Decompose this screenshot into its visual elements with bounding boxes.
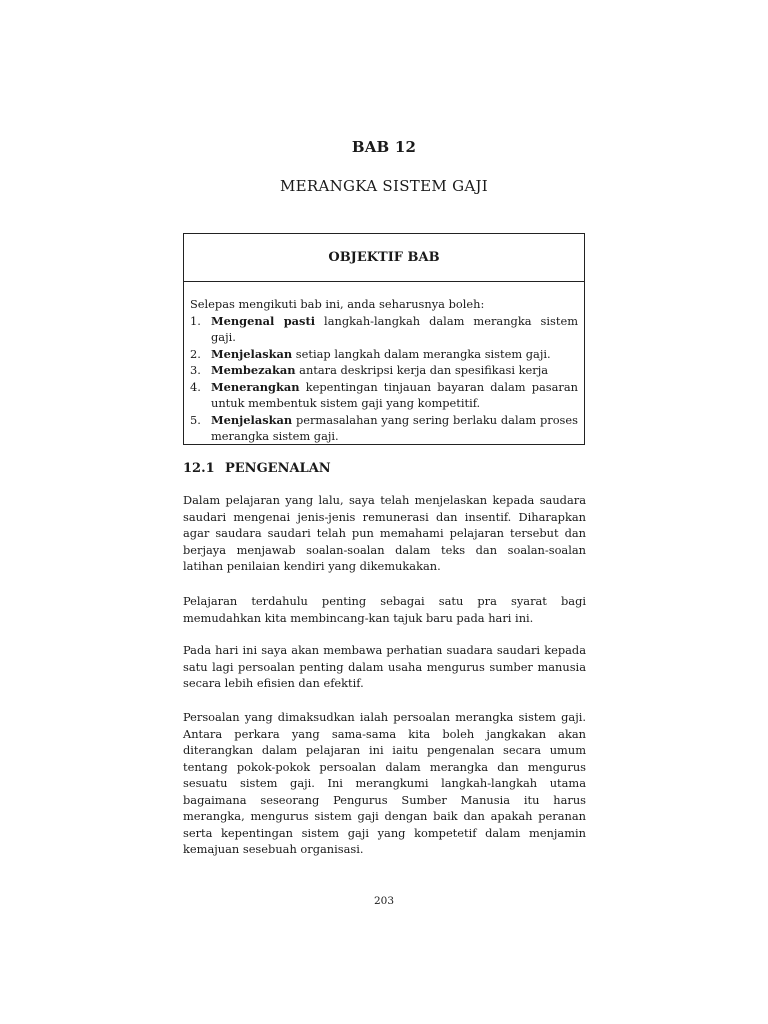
objective-verb: Membezakan bbox=[211, 363, 296, 377]
objective-description: langkah-langkah dalam merangka sistem gaji. bbox=[211, 313, 578, 344]
objective-description: antara deskripsi kerja dan spesifikasi kerja bbox=[295, 363, 549, 377]
section-heading bbox=[183, 461, 331, 476]
objective-description: kepentingan tinjauan bayaran dalam pasaran untuk membentuk sistem gaji yang kompetitif. bbox=[211, 379, 578, 410]
objective-text bbox=[211, 346, 578, 363]
objective-item bbox=[190, 412, 578, 445]
objectives-intro: Selepas mengikuti bab ini, anda seharusnya boleh: bbox=[190, 297, 485, 311]
body-paragraph: Persoalan yang dimaksudkan ialah persoalan merangka sistem gaji. Antara perkara yang sama-sama kita boleh jangkakan akan diterangkan dalam pelajaran ini iaitu pengenalan secara umum tentang pokok-pokok persoalan dalam merangka dan mengurus sesuatu sistem gaji. Ini merangkumi langkah-langkah utama bagaimana seseorang Pengurus Sumber Manusia itu harus merangka, mengurus sistem gaji dengan baik dan apakah peranan serta kepentingan sistem gaji yang kompetetif dalam menjamin kemajuan sesebuah organisasi. bbox=[183, 710, 586, 856]
body-paragraph: Pada hari ini saya akan membawa perhatian suadara saudari kepada satu lagi persoalan penting dalam usaha mengurus sumber manusia secara lebih efisien dan efektif. bbox=[183, 643, 586, 690]
body-paragraph: Pelajaran terdahulu penting sebagai satu pra syarat bagi memudahkan kita membincang-kan tajuk baru pada hari ini. bbox=[183, 594, 586, 625]
objective-text bbox=[211, 379, 578, 412]
body-paragraph: Dalam pelajaran yang lalu, saya telah menjelaskan kepada saudara saudari mengenai jenis-jenis remunerasi dan insentif. Diharapkan agar saudara saudari telah pun memahami pelajaran tersebut dan berjaya menjawab soalan-soalan dalam teks dan soalan-soalan latihan penilaian kendiri yang dikemukakan. bbox=[183, 493, 586, 573]
objective-verb: Menerangkan bbox=[211, 379, 300, 394]
chapter-number: BAB 12 bbox=[351, 138, 417, 156]
page-number: 203 bbox=[373, 895, 395, 907]
objective-number: 3. bbox=[190, 363, 201, 377]
objective-verb: Menjelaskan bbox=[211, 346, 293, 361]
objectives-list bbox=[190, 313, 578, 445]
objective-verb: Menjelaskan bbox=[211, 412, 293, 427]
objective-item bbox=[190, 379, 578, 412]
objectives-heading: OBJEKTIF BAB bbox=[184, 234, 584, 282]
objective-text bbox=[211, 313, 578, 346]
objective-number: 1. bbox=[190, 313, 201, 328]
objective-description: setiap langkah dalam merangka sistem gaji. bbox=[292, 346, 551, 361]
objective-text bbox=[211, 412, 578, 445]
section-title: PENGENALAN bbox=[225, 461, 331, 476]
objective-description: permasalahan yang sering berlaku dalam proses merangka sistem gaji. bbox=[211, 412, 578, 443]
objective-number: 5. bbox=[190, 412, 201, 427]
objective-text bbox=[211, 362, 578, 379]
objective-number: 2. bbox=[190, 346, 201, 361]
objective-item bbox=[190, 313, 578, 346]
chapter-title: MERANGKA SISTEM GAJI bbox=[279, 177, 489, 195]
section-number: 12.1 bbox=[183, 461, 215, 476]
objectives-box bbox=[183, 233, 585, 445]
objectives-body bbox=[184, 282, 584, 445]
objective-item bbox=[190, 346, 578, 363]
objective-verb: Mengenal pasti bbox=[211, 313, 316, 328]
objective-item bbox=[190, 362, 578, 379]
objective-number: 4. bbox=[190, 379, 201, 394]
